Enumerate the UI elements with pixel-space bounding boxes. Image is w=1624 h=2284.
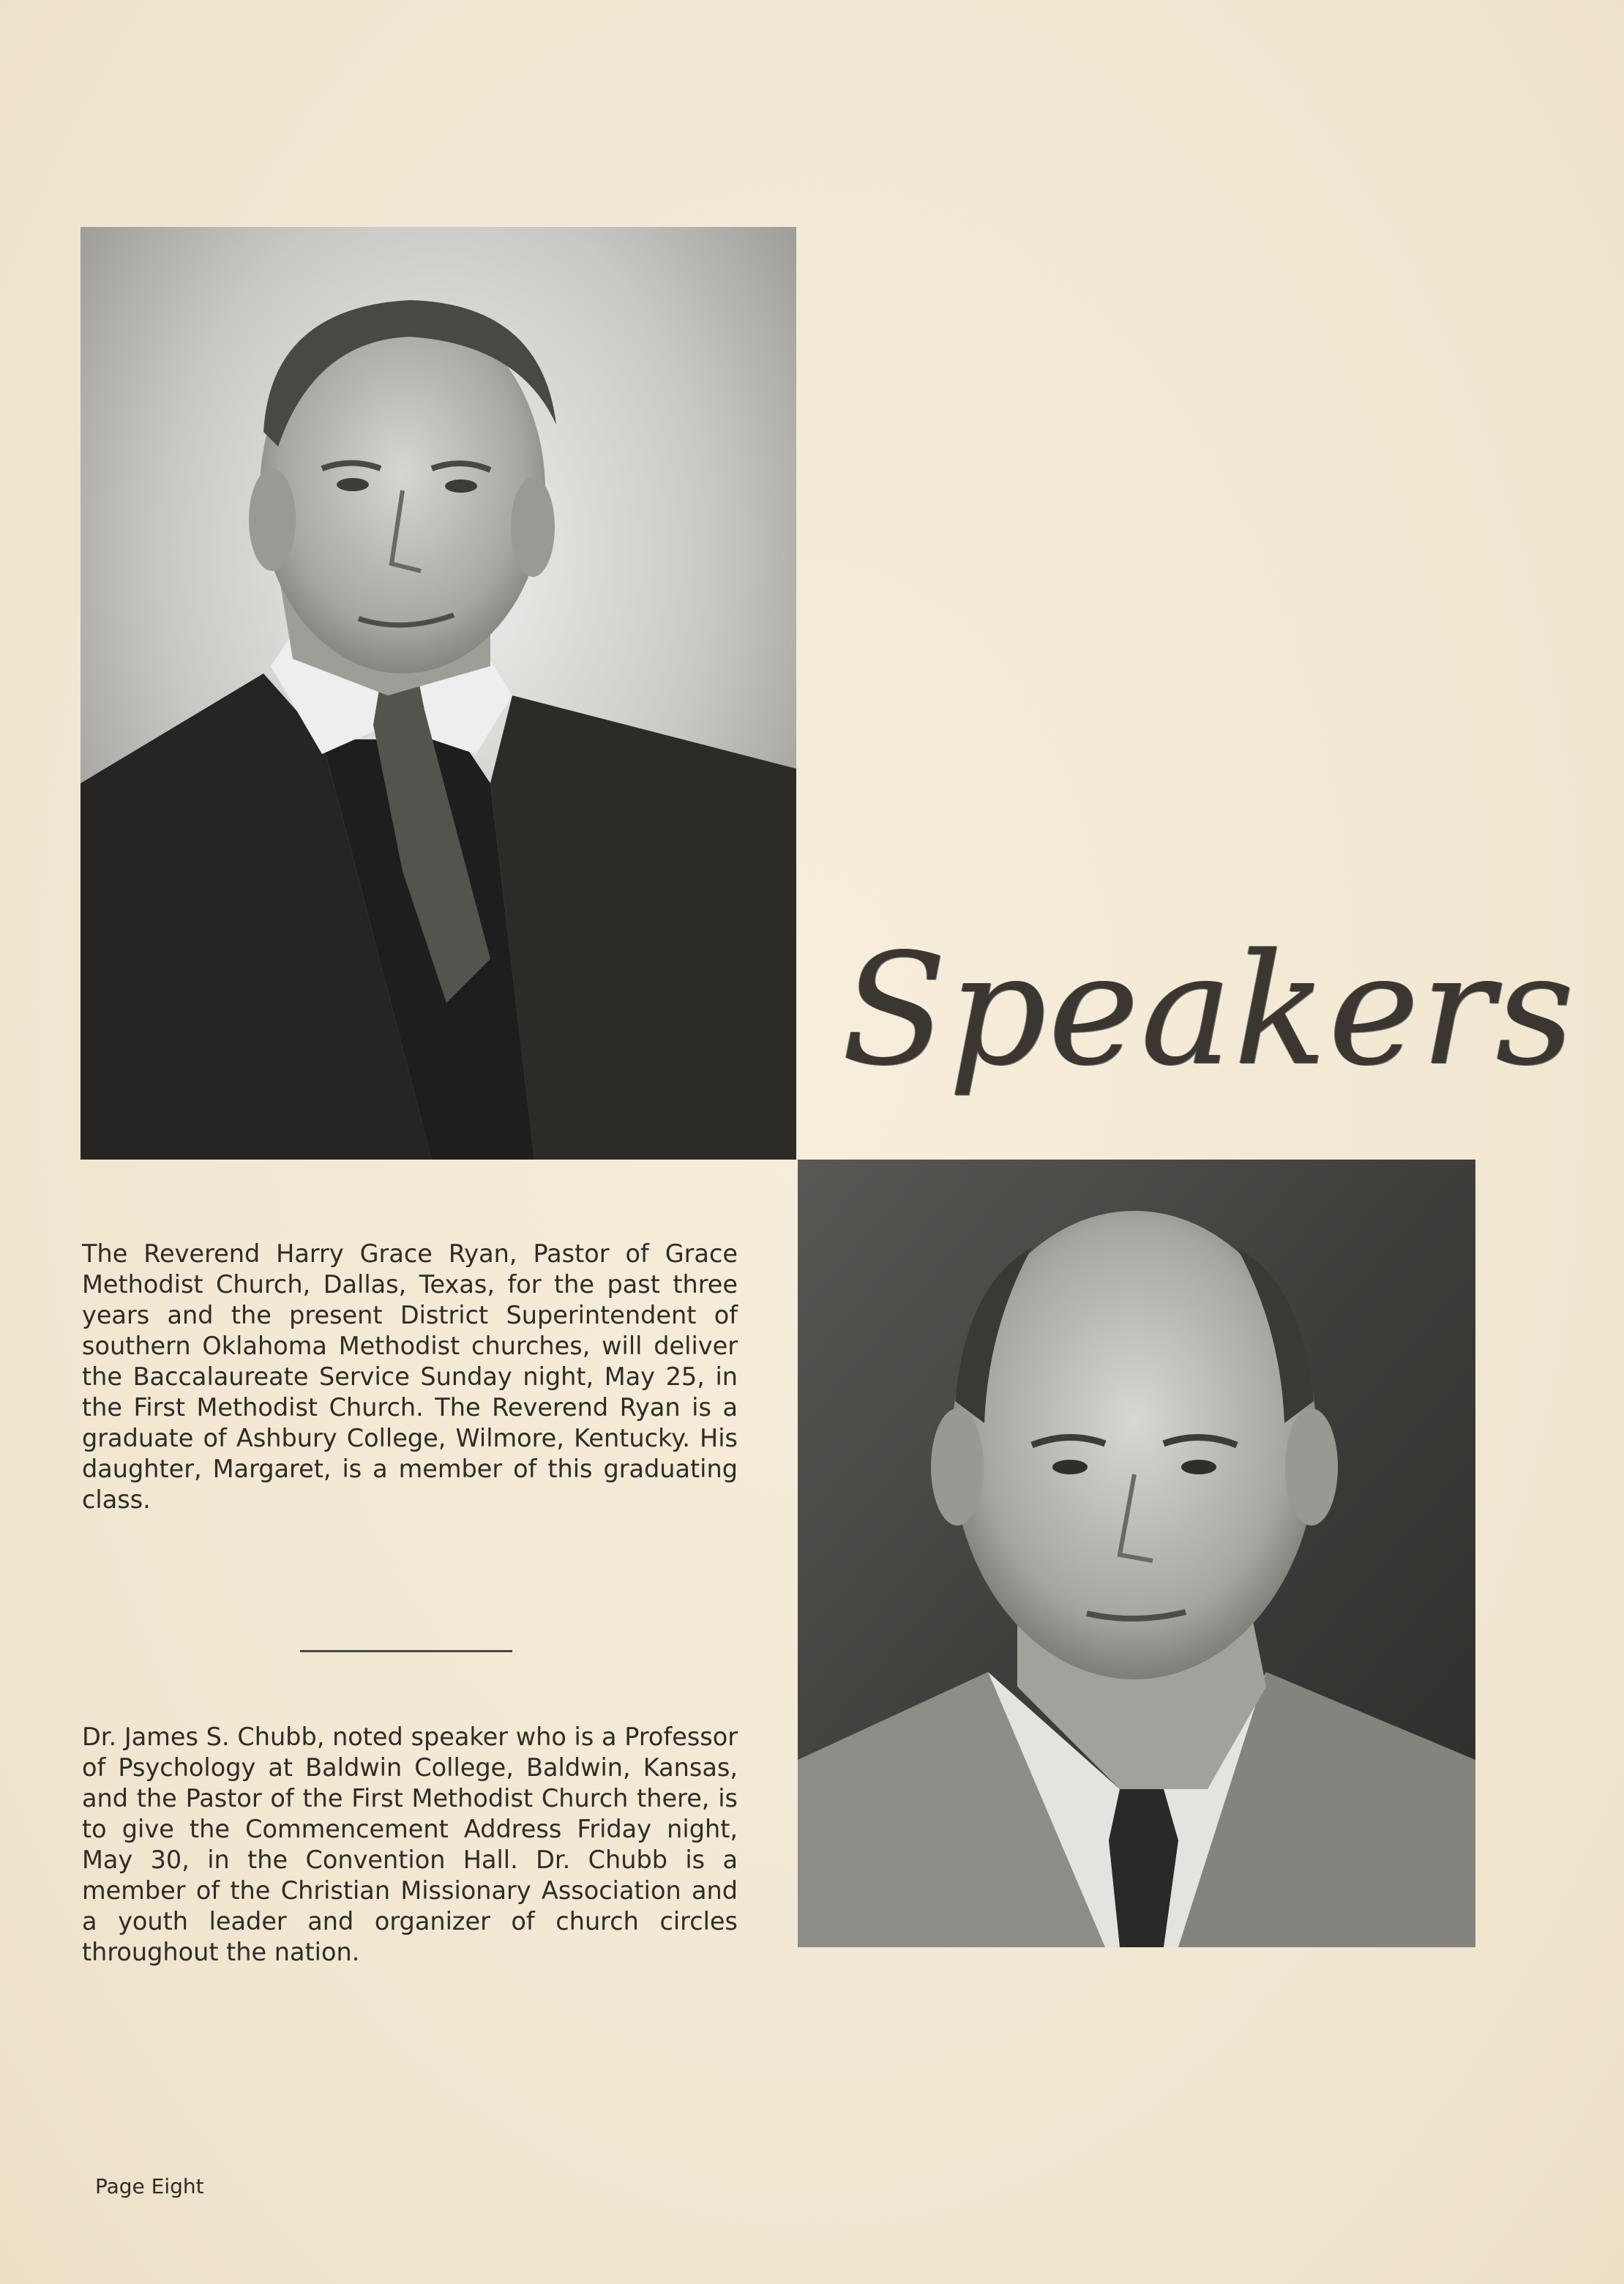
page-number: Page Eight bbox=[95, 2174, 204, 2198]
bio-chubb: Dr. James S. Chubb, noted speaker who is a Professor of Psychology at Baldwin College, Baldwin, Kansas, and the Pastor of the First Methodist Church there, is to give the Commencement Address Friday night, May 30, in the Convention Hall. Dr. Chubb is a member of the Christian Missionary Association and a youth leader and organizer of church circles throughout the nation. bbox=[82, 1723, 738, 1966]
section-divider bbox=[300, 1650, 512, 1652]
page-title: Speakers bbox=[842, 920, 1576, 1100]
portrait-chubb-image bbox=[798, 1160, 1475, 1947]
portrait-photo-chubb bbox=[798, 1160, 1475, 1947]
portrait-ryan-image bbox=[81, 227, 796, 1160]
portrait-photo-ryan bbox=[81, 227, 796, 1160]
bio-ryan: The Reverend Harry Grace Ryan, Pastor of Grace Methodist Church, Dallas, Texas, for the past three years and the present District Superintendent of southern Oklahoma Methodist churches, will deliver the Baccalaureate Service Sunday night, May 25, in the First Methodist Church. The Reverend Ryan is a graduate of Ashbury College, Wilmore, Kentucky. His daughter, Margaret, is a member of this graduating class. bbox=[82, 1239, 738, 1514]
